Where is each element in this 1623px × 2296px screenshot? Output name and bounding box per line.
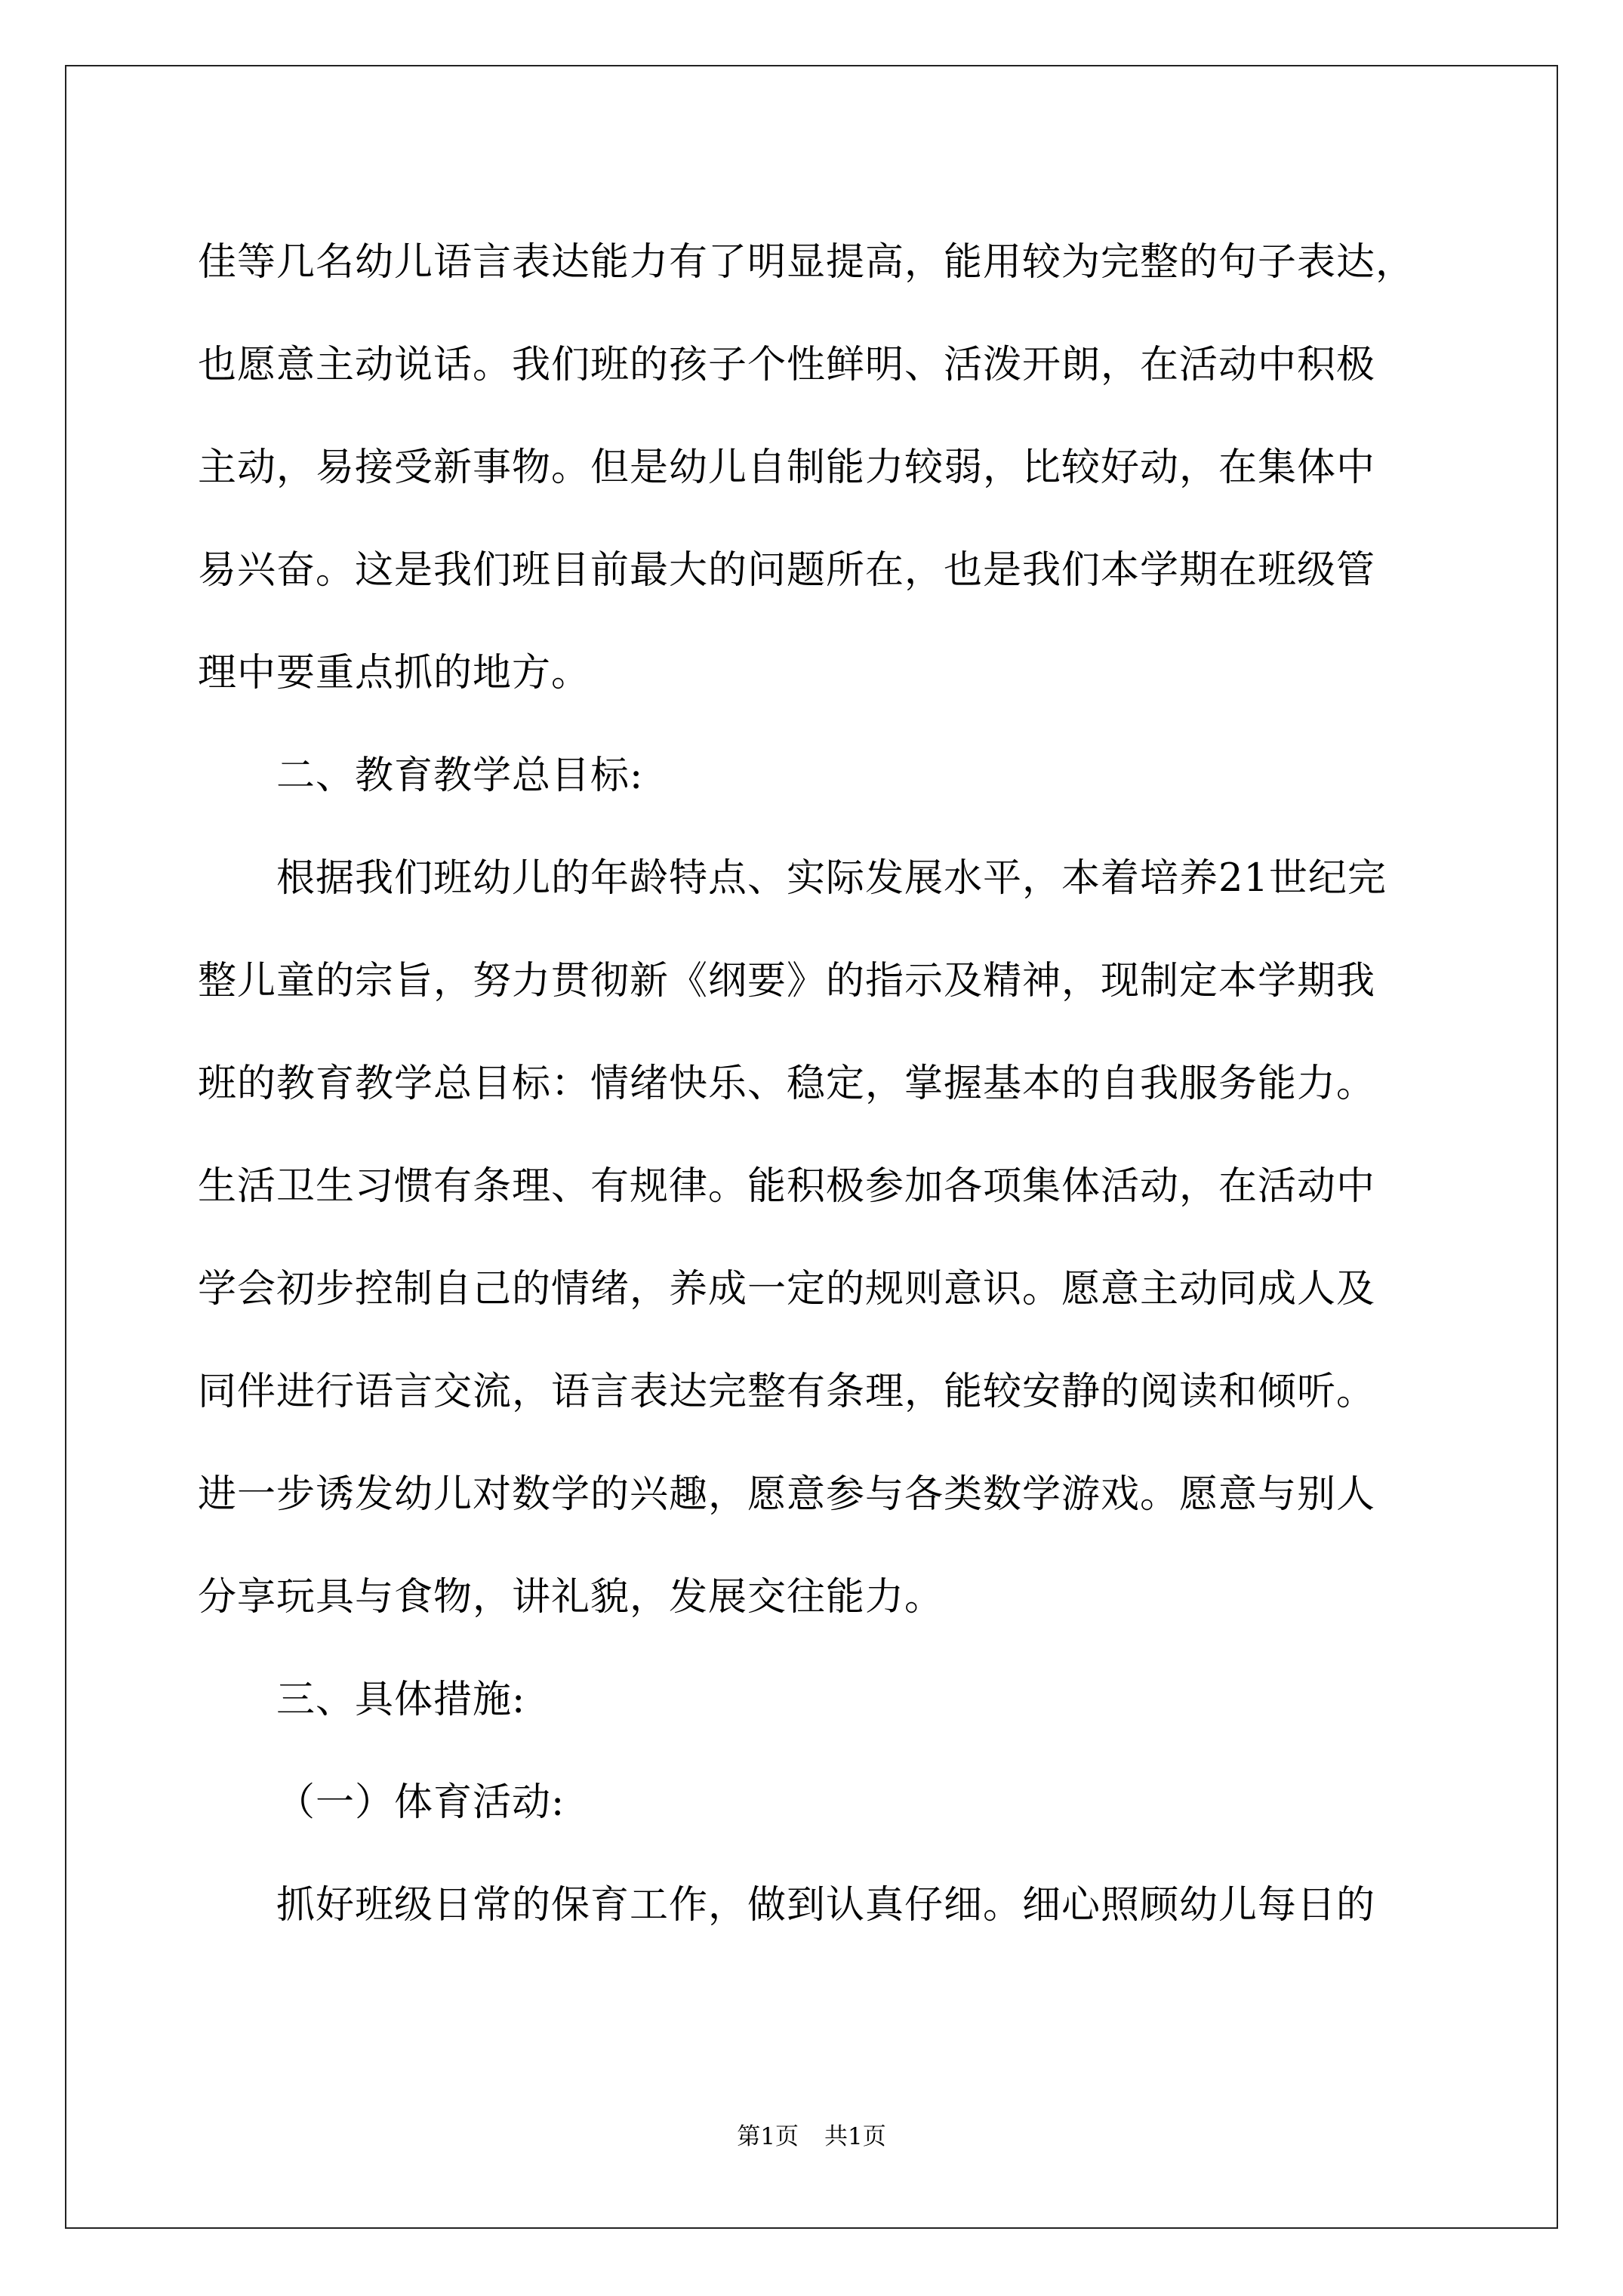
text-line: 理中要重点抓的地方。	[198, 651, 591, 695]
paragraph-start: 抓好班级日常的保育工作，做到认真仔细。细心照顾幼儿每日的	[276, 1883, 1376, 1928]
text-line: 进一步诱发幼儿对数学的兴趣，愿意参与各类数学游戏。愿意与别人	[198, 1472, 1376, 1517]
text-line: 同伴进行语言交流，语言表达完整有条理，能较安静的阅读和倾听。	[198, 1370, 1376, 1414]
paragraph-start: 根据我们班幼儿的年龄特点、实际发展水平，本着培养21世纪完	[276, 856, 1387, 901]
text-line: 易兴奋。这是我们班目前最大的问题所在，也是我们本学期在班级管	[198, 548, 1376, 593]
text-line: 佳等几名幼儿语言表达能力有了明显提高，能用较为完整的句子表达，	[198, 240, 1415, 285]
text-line: 生活卫生习惯有条理、有规律。能积极参加各项集体活动，在活动中	[198, 1164, 1376, 1209]
text-line: 分享玩具与食物，讲礼貌，发展交往能力。	[198, 1575, 944, 1620]
page-number-current: 第1页	[737, 2123, 799, 2150]
text-line: 班的教育教学总目标：情绪快乐、稳定，掌握基本的自我服务能力。	[198, 1062, 1376, 1106]
subsection-heading: （一）体育活动:	[276, 1780, 565, 1825]
section-heading: 二、教育教学总目标:	[276, 754, 644, 798]
text-line: 也愿意主动说话。我们班的孩子个性鲜明、活泼开朗，在活动中积极	[198, 343, 1376, 387]
text-line: 学会初步控制自己的情绪，养成一定的规则意识。愿意主动同成人及	[198, 1267, 1376, 1311]
page-footer	[0, 2122, 1623, 2152]
document-body	[198, 211, 1440, 1957]
text-line: 整儿童的宗旨，努力贯彻新《纲要》的指示及精神，现制定本学期我	[198, 959, 1376, 1003]
page-number-total: 共1页	[824, 2123, 886, 2150]
text-line: 主动，易接受新事物。但是幼儿自制能力较弱，比较好动，在集体中	[198, 445, 1376, 490]
section-heading: 三、具体措施:	[276, 1678, 526, 1722]
